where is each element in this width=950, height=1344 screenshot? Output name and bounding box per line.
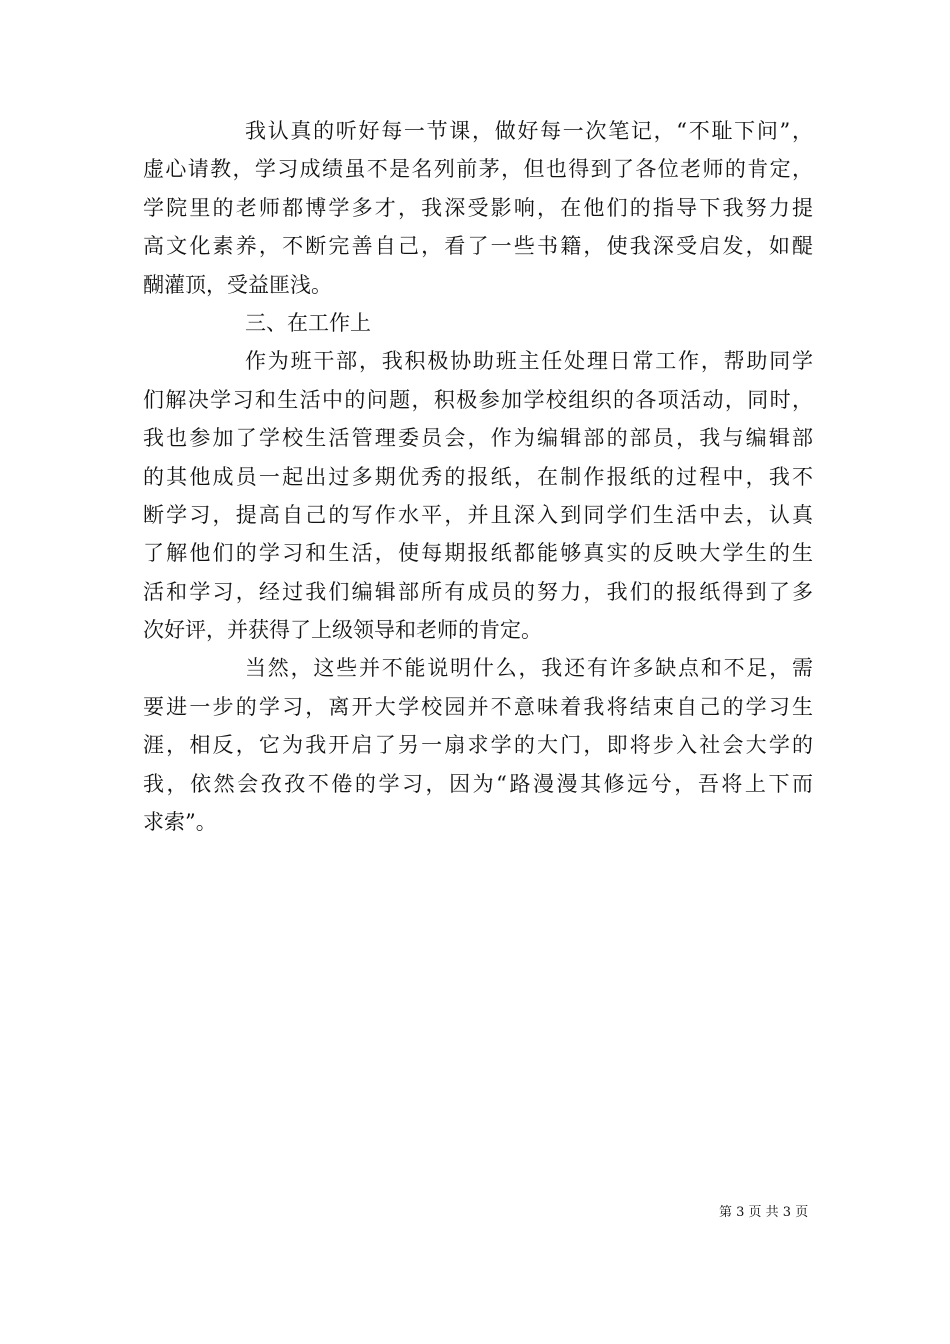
paragraph-line: 活和学习，经过我们编辑部所有成员的努力，我们的报纸得到了多	[143, 579, 813, 604]
page-number: 第 3 页 共 3 页	[719, 1205, 809, 1220]
paragraph-line: 要进一步的学习，离开大学校园并不意味着我将结束自己的学习生	[143, 694, 813, 719]
paragraph-line: 们解决学习和生活中的问题，积极参加学校组织的各项活动，同时，	[143, 387, 813, 412]
paragraph-line: 我认真的听好每一节课，做好每一次笔记，“不耻下问”，	[245, 119, 813, 143]
paragraph-1	[143, 112, 813, 304]
paragraph-line: 涯，相反，它为我开启了另一扇求学的大门，即将步入社会大学的	[143, 733, 813, 758]
paragraph-2	[143, 342, 813, 649]
paragraph-line: 次好评，并获得了上级领导和老师的肯定。	[143, 618, 542, 643]
paragraph-line: 我，依然会孜孜不倦的学习，因为“路漫漫其修远兮，吾将上下而	[143, 771, 813, 796]
paragraph-line: 断学习，提高自己的写作水平，并且深入到同学们生活中去，认真	[143, 502, 813, 527]
paragraph-line: 了解他们的学习和生活，使每期报纸都能够真实的反映大学生的生	[143, 541, 813, 566]
paragraph-line: 当然，这些并不能说明什么，我还有许多缺点和不足，需	[245, 656, 813, 681]
paragraph-line: 高文化素养，不断完善自己，看了一些书籍，使我深受启发，如醍	[143, 234, 813, 259]
document-body	[143, 112, 813, 841]
paragraph-line: 我也参加了学校生活管理委员会，作为编辑部的部员，我与编辑部	[143, 426, 813, 451]
paragraph-line: 求索”。	[143, 810, 217, 835]
paragraph-line: 作为班干部，我积极协助班主任处理日常工作，帮助同学	[245, 349, 813, 374]
paragraph-line: 虚心请教，学习成绩虽不是名列前茅，但也得到了各位老师的肯定，	[143, 157, 813, 182]
paragraph-line: 醐灌顶，受益匪浅。	[143, 272, 332, 297]
paragraph-line: 学院里的老师都博学多才，我深受影响，在他们的指导下我努力提	[143, 195, 813, 220]
paragraph-3	[143, 649, 813, 841]
section-heading: 三、在工作上	[245, 310, 371, 335]
paragraph-line: 的其他成员一起出过多期优秀的报纸，在制作报纸的过程中，我不	[143, 464, 813, 489]
